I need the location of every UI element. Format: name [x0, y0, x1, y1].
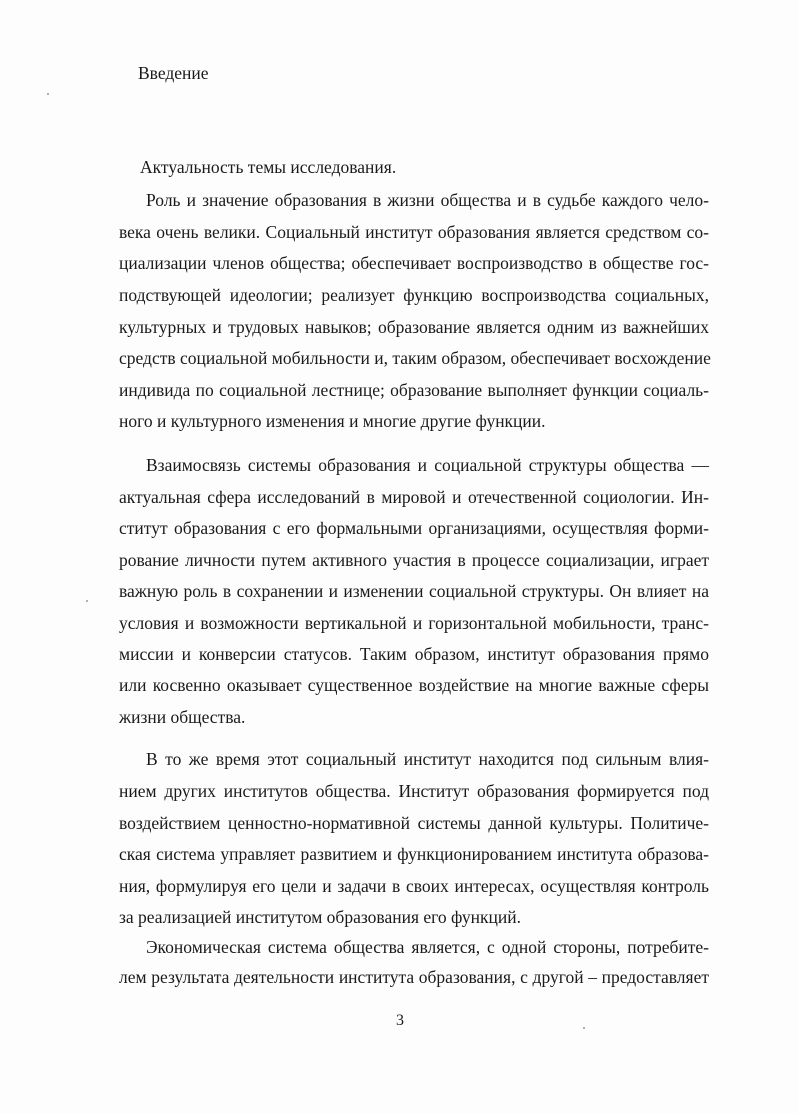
scan-speck [583, 1027, 585, 1029]
paragraph-2-line: или косвенно оказывает существенное воздействие на многие важные сферы [119, 675, 709, 695]
paragraph-2-line: Взаимосвязь системы образования и социальной структуры общества — [146, 455, 709, 475]
paragraph-3-line: В то же время этот социальный институт находится под сильным влия- [146, 749, 709, 769]
paragraph-2-line: актуальная сфера исследований в мировой и отечественной социологии. Ин- [119, 487, 709, 507]
paragraph-1-line: средств социальной мобильности и, таким образом, обеспечивает восхождение [119, 348, 711, 368]
paragraph-1-line: Роль и значение образования в жизни общества и в судьбе каждого чело- [146, 190, 709, 210]
paragraph-1-line: циализации членов общества; обеспечивает воспроизводство в обществе гос- [119, 253, 709, 273]
paragraph-4-line: лем результата деятельности института образования, с другой – предоставляет [119, 967, 709, 987]
paragraph-2-line: условия и возможности вертикальной и горизонтальной мобильности, транс- [119, 613, 709, 633]
paragraph-2-line: жизни общества. [119, 707, 246, 727]
paragraph-1-line: ного и культурного изменения и многие другие функции. [119, 411, 546, 431]
paragraph-4-line: Экономическая система общества является, с одной стороны, потребите- [146, 937, 709, 957]
paragraph-3-line: ния, формулируя его цели и задачи в своих интересах, осуществляя контроль [119, 876, 709, 896]
subsection-heading: Актуальность темы исследования. [140, 157, 397, 177]
paragraph-1-line: культурных и трудовых навыков; образование является одним из важнейших [119, 317, 709, 337]
paragraph-2-line: рование личности путем активного участия в процессе социализации, играет [119, 550, 709, 570]
paragraph-2-line: миссии и конверсии статусов. Таким образом, институт образования прямо [119, 644, 709, 664]
paragraph-1-line: века очень велики. Социальный институт образования является средством со- [119, 222, 709, 242]
scan-speck [86, 600, 88, 602]
paragraph-3-line: ская система управляет развитием и функционированием института образова- [119, 844, 709, 864]
paragraph-3-line: нием других институтов общества. Институт образования формируется под [119, 781, 709, 801]
paragraph-3-line: за реализацией институтом образования его функций. [119, 907, 521, 927]
paragraph-1-line: подствующей идеологии; реализует функцию воспроизводства социальных, [119, 285, 709, 305]
paragraph-3-line: воздействием ценностно-нормативной системы данной культуры. Политиче- [119, 813, 709, 833]
page-number: 3 [396, 1012, 404, 1029]
scan-speck [47, 93, 49, 95]
section-heading: Введение [138, 63, 209, 83]
paragraph-2-line: важную роль в сохранении и изменении социальной структуры. Он влияет на [119, 581, 709, 601]
paragraph-1-line: индивида по социальной лестнице; образование выполняет функции социаль- [119, 380, 709, 400]
paragraph-2-line: ститут образования с его формальными организациями, осуществляя форми- [119, 518, 709, 538]
